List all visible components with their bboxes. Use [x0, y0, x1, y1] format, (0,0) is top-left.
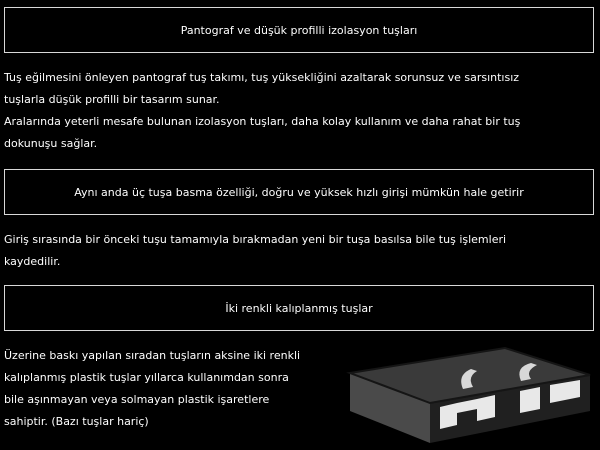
paragraph-line: Tuş eğilmesini önleyen pantograf tuş takımı, tuş yüksekliğini azaltarak sorunsuz ve sarsıntısız: [4, 71, 520, 84]
paragraph-rollover-1: [4, 229, 596, 273]
section-heading-text: İki renkli kalıplanmış tuşlar: [225, 301, 373, 315]
paragraph-line: sahiptir. (Bazı tuşlar hariç): [4, 415, 149, 428]
paragraph-line: kaydedilir.: [4, 255, 61, 268]
paragraph-line: bile aşınmayan veya solmayan plastik işaretlere: [4, 393, 270, 406]
section-heading-rollover: [4, 169, 594, 215]
paragraph-pantograph-1: [4, 67, 596, 111]
paragraph-line: Aralarında yeterli mesafe bulunan izolasyon tuşları, daha kolay kullanım ve daha rahat bir tuş: [4, 115, 521, 128]
section-heading-pantograph: [4, 7, 594, 53]
section-heading-text: Pantograf ve düşük profilli izolasyon tuşları: [180, 23, 418, 37]
paragraph-line: tuşlarla düşük profilli bir tasarım sunar.: [4, 93, 220, 106]
section-heading-two-color: [4, 285, 594, 331]
paragraph-line: Giriş sırasında bir önceki tuşu tamamıyla bırakmadan yeni bir tuşa basılsa bile tuş işlemleri: [4, 233, 507, 246]
paragraph-line: dokunuşu sağlar.: [4, 137, 98, 150]
paragraph-line: Üzerine baskı yapılan sıradan tuşların aksine iki renkli: [4, 349, 301, 362]
paragraph-pantograph-2: [4, 111, 596, 155]
paragraph-line: kalıplanmış plastik tuşlar yıllarca kullanımdan sonra: [4, 371, 289, 384]
section-heading-text: Aynı anda üç tuşa basma özelliği, doğru ve yüksek hızlı girişi mümkün hale getirir: [74, 185, 524, 199]
two-color-keycap-icon: [345, 345, 595, 445]
paragraph-two-color-1: [4, 345, 344, 433]
